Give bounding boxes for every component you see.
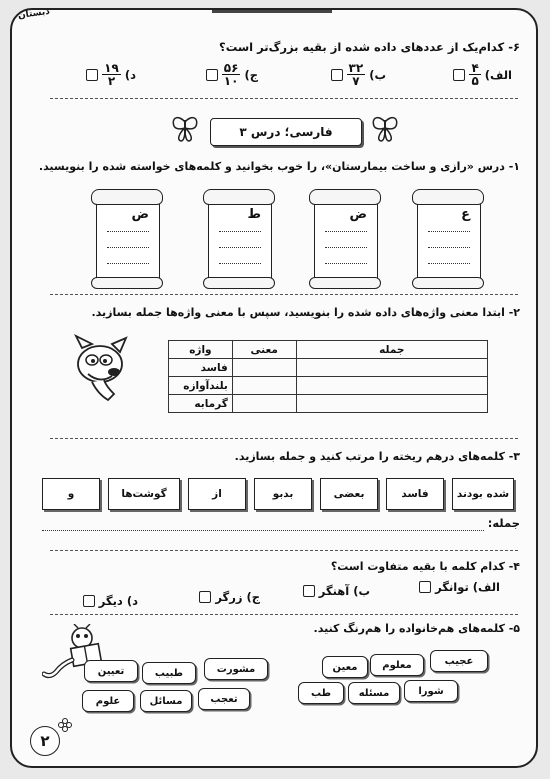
word-box-3[interactable]: بعضی: [320, 478, 378, 510]
word-pill-masaleh[interactable]: مسئله: [348, 682, 400, 704]
sentence-cell[interactable]: [296, 359, 487, 377]
writing-scroll-1: [417, 194, 481, 284]
meaning-cell[interactable]: [232, 377, 296, 395]
s5-question: ۵- کلمه‌های هم‌خانواده را هم‌رنگ کنید.: [313, 622, 520, 635]
word-pill-masael[interactable]: مسائل: [140, 690, 192, 712]
word-box-4[interactable]: بدبو: [254, 478, 312, 510]
s4-option-d-text: دیگر: [98, 594, 123, 608]
divider: [50, 550, 518, 551]
s4-option-c-text: زرگر: [215, 590, 243, 604]
header-sentence: جمله: [296, 341, 487, 359]
s4-option-a-letter: الف): [472, 580, 500, 594]
scroll-3-letter: ط: [247, 207, 261, 222]
word-box-7[interactable]: و: [42, 478, 100, 510]
writing-scroll-2: [314, 194, 378, 284]
word-pill-maloum[interactable]: معلوم: [370, 654, 424, 676]
q6-option-d[interactable]: [86, 62, 136, 87]
q6-option-a-letter: الف): [484, 67, 512, 82]
sentence-answer-line[interactable]: [42, 530, 484, 531]
s4-option-a[interactable]: [419, 580, 500, 594]
word-pill-taeen[interactable]: تعیین: [84, 660, 138, 682]
word-box-1[interactable]: شده بودند: [452, 478, 514, 510]
s2-question: ۲- ابتدا معنی واژه‌های داده شده را بنویسید، سپس با معنی واژه‌ها جمله بسازید.: [91, 306, 520, 319]
s4-option-b-text: آهنگر: [318, 584, 350, 598]
s4-option-a-checkbox[interactable]: [419, 581, 431, 593]
word-pill-ajib[interactable]: عجیب: [430, 650, 488, 672]
meaning-cell[interactable]: [232, 395, 296, 413]
word-cell: گرمابه: [169, 395, 233, 413]
cartoon-mouse-icon: [68, 334, 132, 406]
writing-scroll-3: [208, 194, 272, 284]
word-box-6[interactable]: گوشت‌ها: [108, 478, 180, 510]
sentence-label: جمله:: [487, 516, 520, 530]
q6-option-a-checkbox[interactable]: [453, 69, 465, 81]
s4-option-c-checkbox[interactable]: [199, 591, 211, 603]
scroll-2-letter: ض: [349, 207, 367, 222]
s4-option-b[interactable]: [303, 584, 370, 598]
divider: [50, 438, 518, 439]
word-cell: فاسد: [169, 359, 233, 377]
sentence-cell[interactable]: [296, 377, 487, 395]
divider: [50, 294, 518, 295]
q6-option-d-fraction: $\frac{۱۹}{۲}$: [104, 61, 119, 88]
q6-option-a-fraction: $\frac{۴}{۵}$: [471, 61, 479, 88]
scroll-4-letter: ض: [131, 207, 149, 222]
lesson-title: فارسی؛ درس ۳: [210, 118, 362, 146]
s1-question: ۱- درس «رازی و ساخت بیمارستان»، را خوب بخوانید و کلمه‌های خواسته شده را بنویسید.: [38, 160, 520, 173]
s4-option-d-letter: د): [126, 594, 138, 608]
sentence-cell[interactable]: [296, 395, 487, 413]
vocabulary-table: [168, 340, 488, 413]
s4-option-c[interactable]: [199, 590, 260, 604]
s4-option-a-text: توانگر: [435, 580, 469, 594]
header-meaning: معنی: [232, 341, 296, 359]
flower-icon: [58, 718, 72, 732]
header-word: واژه: [169, 341, 233, 359]
word-pill-tebb[interactable]: طب: [298, 682, 344, 704]
table-row: [169, 359, 488, 377]
word-pill-tabib[interactable]: طبیب: [142, 662, 196, 684]
scroll-1-letter: ع: [461, 207, 470, 222]
word-pill-mashverat[interactable]: مشورت: [204, 658, 268, 680]
word-cell: بلندآوازه: [169, 377, 233, 395]
table-header-row: [169, 341, 488, 359]
q6-option-a[interactable]: [453, 62, 512, 87]
word-pill-oloum[interactable]: علوم: [82, 690, 134, 712]
s3-question: ۳- کلمه‌های درهم ریخته را مرتب کنید و جمله بسازید.: [234, 450, 520, 463]
writing-scroll-4: [96, 194, 160, 284]
worksheet-page: [10, 8, 538, 768]
meaning-cell[interactable]: [232, 359, 296, 377]
q6-option-c-letter: ج): [244, 67, 258, 82]
top-edge-decoration: [212, 4, 332, 13]
word-box-5[interactable]: از: [188, 478, 246, 510]
table-row: [169, 377, 488, 395]
s4-option-c-letter: ج): [246, 590, 260, 604]
s4-option-b-letter: ب): [353, 584, 370, 598]
divider: [50, 98, 518, 99]
page-number: ۲: [30, 726, 60, 756]
q6-option-c[interactable]: [206, 62, 258, 87]
word-pill-shoura[interactable]: شورا: [404, 680, 458, 702]
q6-option-c-checkbox[interactable]: [206, 69, 218, 81]
s4-option-d[interactable]: [83, 594, 138, 608]
divider: [50, 614, 518, 615]
q6-option-b-letter: ب): [369, 67, 386, 82]
q6-option-d-checkbox[interactable]: [86, 69, 98, 81]
q6-option-b-fraction: $\frac{۳۲}{۷}$: [348, 61, 364, 88]
header-corner-label: دبستان: [17, 6, 51, 22]
q6-option-d-letter: د): [124, 67, 136, 82]
q6-question: ۶- کدام‌یک از عددهای داده شده از بقیه بزرگ‌تر است؟: [219, 40, 520, 54]
word-pill-moayyan[interactable]: معین: [322, 656, 368, 678]
s4-option-b-checkbox[interactable]: [303, 585, 315, 597]
s4-option-d-checkbox[interactable]: [83, 595, 95, 607]
table-row: [169, 395, 488, 413]
butterfly-left-icon: [170, 114, 200, 144]
butterfly-right-icon: [370, 114, 400, 144]
q6-option-b[interactable]: [331, 62, 386, 87]
word-pill-taajob[interactable]: تعجب: [198, 688, 250, 710]
q6-option-b-checkbox[interactable]: [331, 69, 343, 81]
q6-option-c-fraction: $\frac{۵۶}{۱۰}$: [223, 61, 239, 88]
word-box-2[interactable]: فاسد: [386, 478, 444, 510]
s4-question: ۴- کدام کلمه با بقیه متفاوت است؟: [330, 560, 520, 573]
